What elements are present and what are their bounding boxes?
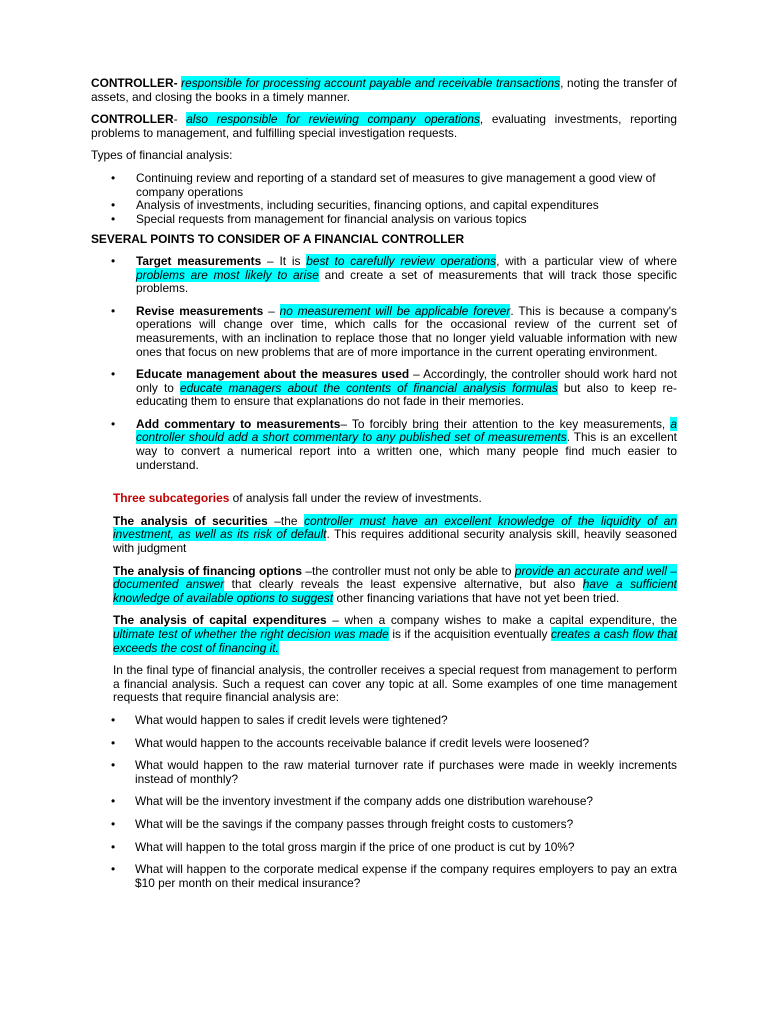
highlight: ultimate test of whether the right decision was made xyxy=(113,627,389,641)
highlight: also responsible for reviewing company operations xyxy=(186,112,480,127)
term-controller: CONTROLLER xyxy=(91,112,174,127)
highlight: responsible for processing account payable and receivable transactions xyxy=(181,76,561,90)
types-list xyxy=(91,172,677,226)
list-item: • What will be the savings if the company passes through freight costs to customers? xyxy=(91,818,677,832)
highlight: creates a cash flow that exceeds the cost of financing it. xyxy=(113,627,678,655)
types-intro: Types of financial analysis: xyxy=(91,148,233,163)
paragraph-controller-2: CONTROLLER- also responsible for reviewing company operations, evaluating investments, reporting problems to management, and fulfilling special investigation requests. xyxy=(91,112,677,140)
list-item: • What will happen to the total gross margin if the price of one product is cut by 10%? xyxy=(91,841,677,855)
list-item: • What will be the inventory investment if the company adds one distribution warehouse? xyxy=(91,795,677,809)
highlight: problems are most likely to arise xyxy=(136,267,319,282)
questions-list xyxy=(91,714,677,890)
list-item: • What will happen to the corporate medical expense if the company requires employers to pay an extra $10 per month on their medical insurance? xyxy=(91,863,677,890)
section-heading: SEVERAL POINTS TO CONSIDER OF A FINANCIAL CONTROLLER xyxy=(91,232,465,247)
document-page xyxy=(91,77,677,899)
paragraph-financing: The analysis of financing options –the controller must not only be able to provide an accurate and well – documented answer that clearly reveals the least expensive alternative, but also have a sufficient knowledge of available options to suggest other financing variations that have not yet been tried. xyxy=(113,563,677,605)
paragraph-controller-1: CONTROLLER- responsible for processing account payable and receivable transactions, noting the transfer of assets, and closing the books in a timely manner. xyxy=(91,76,677,104)
list-item: • What would happen to the raw material turnover rate if purchases were made in weekly increments instead of monthly? xyxy=(91,759,677,786)
list-item: • Educate management about the measures used – Accordingly, the controller should work hard not only to educate managers about the contents of financial analysis formulas but also to keep re-educating them to ensure that explanations do not fade in their memories. xyxy=(91,368,677,409)
list-item: • Revise measurements – no measurement will be applicable forever. This is because a company's operations will change over time, which calls for the occasional review of the current set of measurements, with an inclination to replace those that no longer yield valuable information with new ones that focus on new problems that are of more importance in the current operating environment. xyxy=(91,305,677,359)
highlight: best to carefully review operations xyxy=(306,253,497,268)
list-item: • Analysis of investments, including securities, financing options, and capital expenditures xyxy=(91,199,677,213)
paragraph-securities: The analysis of securities –the controller must have an excellent knowledge of the liquidity of an investment, as well as its risk of default. This requires additional security analysis skill, heavily seasoned with judgment xyxy=(113,513,677,556)
list-item: • Continuing review and reporting of a standard set of measures to give management a good view of company operations xyxy=(91,172,677,199)
highlight: controller must have an excellent knowledge of the liquidity of an investment, as well as its risk of default xyxy=(113,513,677,542)
highlight: a controller should add a short commentary to any published set of measurements xyxy=(136,416,677,445)
term-controller: CONTROLLER- xyxy=(91,76,178,90)
highlight: educate managers about the contents of financial analysis formulas xyxy=(180,380,558,395)
list-item: • What would happen to sales if credit levels were tightened? xyxy=(91,714,677,728)
list-item: • What would happen to the accounts receivable balance if credit levels were loosened? xyxy=(91,737,677,751)
highlight: have a sufficient knowledge of available options to suggest xyxy=(113,577,677,605)
paragraph-final: In the final type of financial analysis, the controller receives a special request from management to perform a financial analysis. Such a request can cover any topic at all. Some examples of one time management requests that require financial analysis are: xyxy=(113,663,677,705)
subcategories-intro: Three subcategories of analysis fall under the review of investments. xyxy=(113,491,482,506)
highlight: no measurement will be applicable forever xyxy=(279,303,511,318)
points-list xyxy=(91,255,677,472)
list-item: • Add commentary to measurements– To forcibly bring their attention to the key measurements, a controller should add a short commentary to any published set of measurements. This is an excellent way to convert a numerical report into a written one, which many people find much easier to understand. xyxy=(91,418,677,472)
paragraph-capex: The analysis of capital expenditures – when a company wishes to make a capital expenditure, the ultimate test of whether the right decision was made is if the acquisition eventually creates a cash flow that exceeds the cost of financing it. xyxy=(113,613,678,655)
list-item: • Special requests from management for financial analysis on various topics xyxy=(91,213,677,227)
highlight: provide an accurate and well – documented answer xyxy=(113,563,677,592)
list-item: • Target measurements – It is best to carefully review operations, with a particular view of where problems are most likely to arise and create a set of measurements that will track those specific problems. xyxy=(91,255,677,296)
